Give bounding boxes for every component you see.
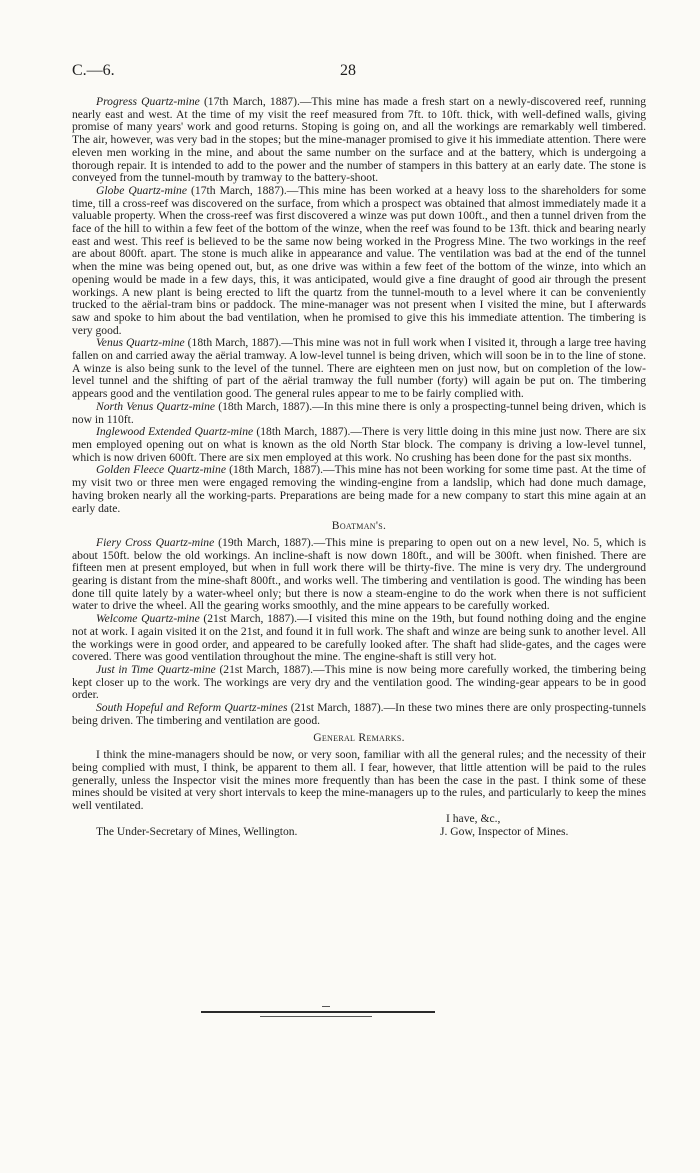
closing-block [72, 813, 646, 839]
mine-report-paragraph [72, 537, 646, 613]
end-ornament [322, 1006, 330, 1007]
addressee: The Under-Secretary of Mines, Wellington. [96, 824, 298, 838]
mine-report-paragraph [72, 702, 646, 727]
mine-name: Progress Quartz-mine [96, 95, 200, 108]
mine-name: Fiery Cross Quartz-mine [96, 535, 215, 549]
mine-report-paragraph [72, 185, 646, 337]
mine-reports-group-b [72, 537, 646, 728]
mine-name: Inglewood Extended Quartz-mine [96, 425, 254, 439]
document-body [72, 96, 646, 839]
mine-report-paragraph [72, 96, 646, 185]
signature: J. Gow, Inspector of Mines. [440, 824, 569, 838]
mine-reports-group-a [72, 96, 646, 515]
mine-report-text: (19th March, 1887).—This mine is preparing to open out on a new level, No. 5, which is about 150ft. below the old workings. An incline-shaft is now down 180ft., and will be 300ft. when finished. There are fifteen men at present employed, but when in full work there will be thirty-five. The mine is very dry. The underground gearing is distant from the mine-shaft 800ft., and works well. The timbering and ventilation is good. The winding has been done till quite lately by a water-wheel only; but there is now a steam-engine to do the work when there is not sufficient water to drive the wheel. All the gearing works smoothly, and the mine appears to be carefully worked. [72, 535, 646, 613]
mine-report-text: (17th March, 1887).—This mine has made a fresh start on a newly-discovered reef, running nearly east and west. At the time of my visit the reef measured from 7ft. to 10ft. thick, with well-defined walls, giving promise of many years' work and good returns. Stoping is going on, and all the workings are remarkably well timbered. The air, however, was very bad in the stopes; but the mine-manager promised to give it his immediate attention. There were eleven men working in the mine, and about the same number on the surface and at the battery, which is undergoing a thorough repair. It is intended to add to the power and the number of stampers in this battery at an early date. The stone is conveyed from the tunnel-mouth by tramway to the battery-shoot. [72, 95, 646, 185]
salutation: I have, &c., [446, 811, 501, 825]
document-reference: C.—6. [72, 62, 115, 79]
general-remarks-paragraph: I think the mine-managers should be now, or very soon, familiar with all the general rules; and the necessity of their being complied with must, I think, be apparent to them all. I fear, however, that little attention will be paid to the rules generally, unless the Inspector visit the mines more frequently than has been the case in the past. I think some of these mines should be visited at very short intervals to keep the mine-managers up to the rules, and particularly to keep the mines well ventilated. [72, 748, 646, 812]
section-heading-boatmans: Boatman's. [331, 519, 387, 533]
mine-report-paragraph [72, 426, 646, 464]
document-page [72, 62, 646, 839]
mine-report-paragraph [72, 613, 646, 664]
mine-report-paragraph [72, 337, 646, 401]
mine-report-paragraph [72, 464, 646, 515]
mine-report-text: (21st March, 1887).—In these two mines there are only prospecting-tunnels being driven. The timbering and ventilation are good. [72, 701, 646, 727]
mine-name: Venus Quartz-mine [96, 336, 185, 350]
mine-report-paragraph [72, 664, 646, 702]
mine-report-text: (18th March, 1887).—This mine was not in full work when I visited it, through a large tree having fallen on and carried away the aërial tramway. A low-level tunnel is being driven, which will soon be in to the line of stone. A winze is also being sunk to the level of the tunnel. There are eighteen men on just now, but on completion of the low-level tunnel and the shifting of part of the aërial tramway the full number (forty) will again be put on. The timbering appears good and the ventilation good. The general rules appear to me to be fairly complied with. [72, 336, 646, 401]
mine-report-text: (21st March, 1887).—I visited this mine on the 19th, but found nothing doing and the engine not at work. I again visited it on the 21st, and found it in full work. The shaft and winze are being sunk to another level. All the workings were in good order, and appeared to be carefully looked after. The shaft had slide-gates, and the cages were covered. There was good ventilation throughout the mine. The engine-shaft is still very hot. [72, 612, 646, 664]
end-rule [201, 1011, 435, 1013]
mine-report-paragraph [72, 401, 646, 426]
mine-name: North Venus Quartz-mine [96, 399, 216, 413]
mine-name: Globe Quartz-mine [96, 183, 187, 197]
mine-report-text: (18th March, 1887).—This mine has not been working for some time past. At the time of my visit two or three men were engaged removing the winding-engine from a landslip, which had done much damage, having broken nearly all the working-parts. Preparations are being made for a new company to start this mine again at an early date. [72, 463, 646, 515]
page-number: 28 [340, 62, 356, 79]
mine-report-text: (17th March, 1887).—This mine has been worked at a heavy loss to the shareholders for some time, till a cross-reef was discovered on the surface, from which a prospect was obtained that almost immediately made it a valuable property. When the cross-reef was first discovered a winze was put down 100ft., and then a tunnel driven from the face of the hill to within a few feet of the bottom of the winze, when the reef was found to be 13ft. thick and bearing nearly east and west. This reef is believed to be the same now being worked in the Progress Mine. The two workings in the reef are about 800ft. apart. The stone is much alike in appearance and value. The ventilation was bad at the end of the tunnel when the mine was being opened out, but, as one drive was within a few feet of the bottom of the winze, into which an opening would be made in a few days, this, it was anticipated, would give a fine draught of good air through the present workings. A new plant is being erected to lift the quartz from the tunnel-mouth to a level where it can be conveniently trucked to the aërial-tram bins or paddock. The mine-manager was not present when I visited the mine, but I afterwards saw and spoke to him about the bad ventilation, when he promised to give this his immediate attention. The timbering is very good. [72, 183, 646, 337]
mine-name: South Hopeful and Reform Quartz-mines [96, 701, 288, 715]
mine-report-text: (21st March, 1887).—This mine is now being more carefully worked, the timbering being kept closer up to the work. The workings are very dry and the ventilation good. The winding-gear appears to be in good order. [72, 662, 647, 702]
end-rule-short [260, 1016, 372, 1017]
mine-name: Welcome Quartz-mine [96, 612, 200, 626]
mine-name: Golden Fleece Quartz-mine [96, 463, 226, 477]
mine-report-text: (18th March, 1887).—There is very little doing in this mine just now. There are six men employed opening out on what is known as the old North Star block. The company is driving a low-level tunnel, which is now driven 600ft. There are six men employed at this work. No crushing has been done for the past six months. [72, 425, 646, 464]
mine-name: Just in Time Quartz-mine [96, 662, 216, 676]
page-header [72, 62, 646, 84]
section-heading-general-remarks: General Remarks. [313, 731, 405, 745]
mine-report-text: (18th March, 1887).—In this mine there is only a prospecting-tunnel being driven, which is now in 110ft. [72, 399, 646, 426]
